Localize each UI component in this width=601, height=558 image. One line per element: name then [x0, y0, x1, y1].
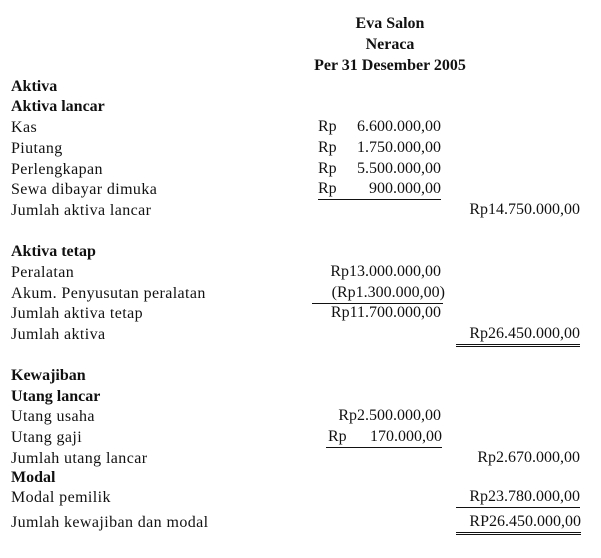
- modal-heading-row: [0, 467, 601, 488]
- total-label: Jumlah aktiva tetap: [11, 305, 144, 322]
- item-amount-cell: [318, 159, 441, 179]
- total-label: Jumlah aktiva: [11, 326, 106, 343]
- total-cell: [456, 324, 580, 347]
- subtotal-row: [0, 448, 601, 469]
- item-amount-cell: [318, 262, 441, 282]
- item-amount: Rp23.780.000,00: [469, 488, 580, 505]
- item-label: Utang gaji: [11, 429, 83, 446]
- item-amount-cell: [326, 427, 442, 448]
- item-amount: (Rp1.300.000,00): [331, 284, 445, 301]
- total-cell: [456, 512, 581, 535]
- report-title: Neraca: [365, 36, 415, 53]
- currency-label: Rp: [328, 428, 347, 445]
- item-label: Piutang: [11, 140, 63, 157]
- aktiva-tetap-heading-row: [0, 241, 601, 262]
- item-label: Utang usaha: [11, 408, 95, 425]
- subtotal-row: [0, 200, 601, 221]
- total-label: Jumlah kewajiban dan modal: [11, 514, 209, 531]
- item-amount: 1.750.000,00: [357, 139, 441, 156]
- aktiva-heading-row: [0, 76, 601, 97]
- list-item: [0, 487, 601, 508]
- total-amount: Rp14.750.000,00: [469, 201, 580, 218]
- report-date: Per 31 Desember 2005: [314, 57, 466, 74]
- list-item: [0, 283, 601, 304]
- list-item: [0, 138, 601, 159]
- total-amount: RP26.450.000,00: [469, 513, 581, 530]
- total-label: Jumlah utang lancar: [11, 450, 148, 467]
- aktiva-tetap-heading: Aktiva tetap: [11, 243, 96, 260]
- item-amount-cell: [318, 179, 441, 200]
- currency-label: Rp: [318, 139, 337, 156]
- item-amount: Rp13.000.000,00: [330, 263, 441, 280]
- total-label: Jumlah aktiva lancar: [11, 202, 152, 219]
- subtotal-row: [0, 303, 601, 324]
- item-amount: 170.000,00: [370, 428, 442, 445]
- list-item: [0, 179, 601, 200]
- total-amount: Rp11.700.000,00: [330, 304, 441, 321]
- item-amount: 6.600.000,00: [357, 118, 441, 135]
- item-amount-cell: [312, 283, 443, 304]
- modal-heading: Modal: [11, 469, 56, 486]
- company-name: Eva Salon: [355, 15, 425, 32]
- total-cell: [456, 200, 580, 220]
- total-cell: [456, 448, 580, 468]
- total-cell: [318, 303, 441, 323]
- item-amount-cell: [456, 487, 580, 508]
- list-item: [0, 406, 601, 427]
- utang-lancar-heading: Utang lancar: [11, 388, 101, 405]
- total-amount: Rp26.450.000,00: [469, 325, 580, 342]
- currency-label: Rp: [318, 160, 337, 177]
- item-amount-cell: [318, 406, 441, 426]
- item-label: Perlengkapan: [11, 161, 103, 178]
- currency-label: Rp: [318, 180, 337, 197]
- item-label: Kas: [11, 119, 38, 136]
- list-item: [0, 262, 601, 283]
- aktiva-lancar-heading: Aktiva lancar: [11, 98, 105, 115]
- item-amount: 5.500.000,00: [357, 160, 441, 177]
- list-item: [0, 117, 601, 138]
- list-item: [0, 427, 601, 448]
- item-amount-cell: [318, 138, 441, 158]
- currency-label: Rp: [318, 118, 337, 135]
- utang-lancar-heading-row: [0, 386, 601, 407]
- aktiva-heading: Aktiva: [11, 78, 58, 95]
- grand-total-row: [0, 512, 601, 533]
- kewajiban-heading: Kewajiban: [11, 367, 86, 384]
- list-item: [0, 159, 601, 180]
- kewajiban-heading-row: [0, 365, 601, 386]
- item-label: Peralatan: [11, 264, 75, 281]
- item-amount: 900.000,00: [369, 180, 441, 197]
- item-label: Akum. Penyusutan peralatan: [11, 285, 206, 302]
- item-amount-cell: [318, 117, 441, 137]
- item-label: Modal pemilik: [11, 489, 111, 506]
- item-label: Sewa dibayar dimuka: [11, 181, 158, 198]
- total-amount: Rp2.670.000,00: [477, 449, 580, 466]
- item-amount: Rp2.500.000,00: [338, 407, 441, 424]
- grand-total-row: [0, 324, 601, 345]
- aktiva-lancar-heading-row: [0, 96, 601, 117]
